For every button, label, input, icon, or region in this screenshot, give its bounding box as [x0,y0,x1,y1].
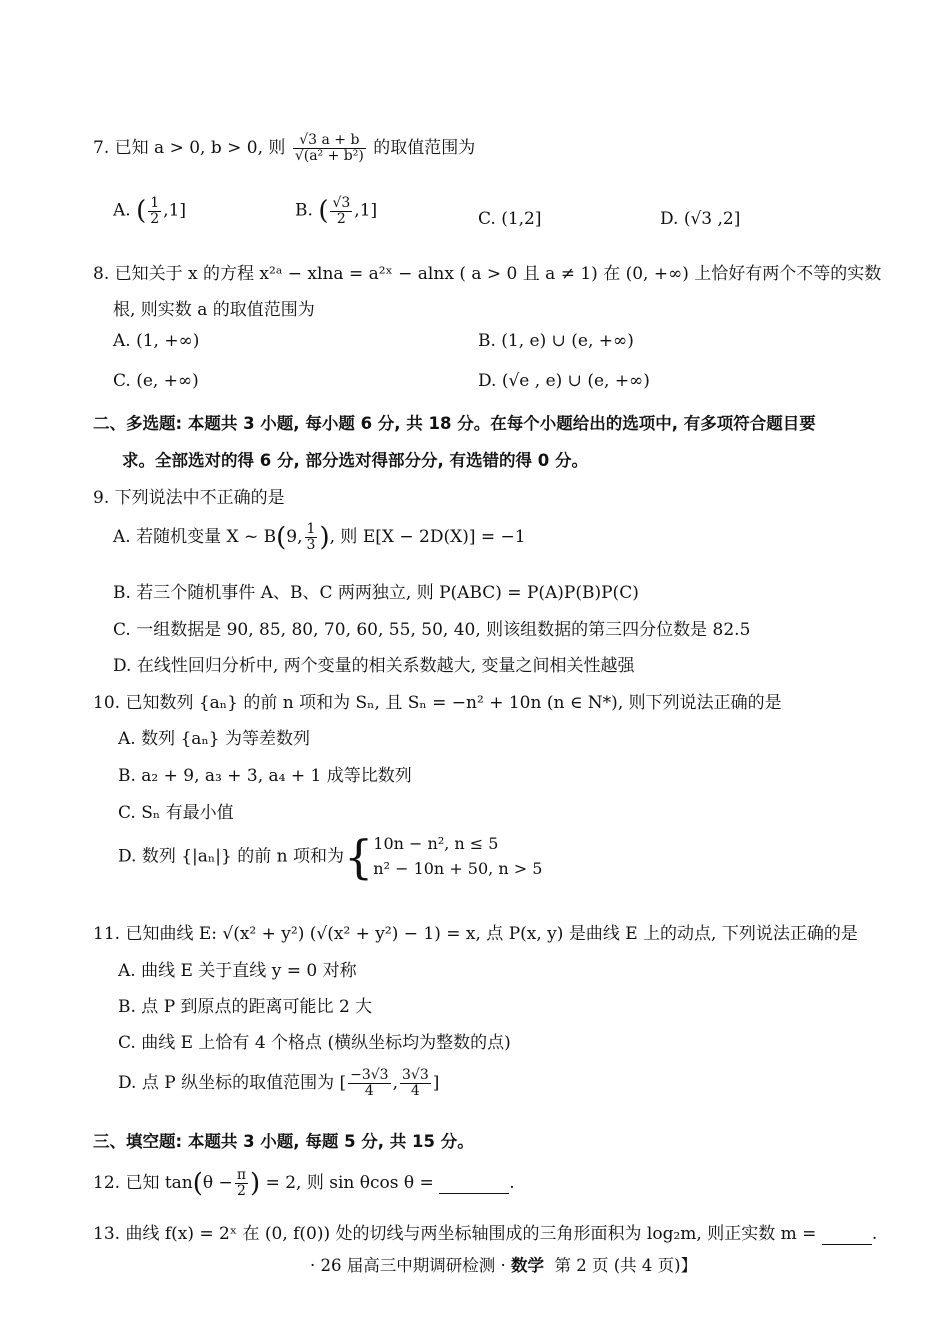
q7-option-a: A. ( $\frac{1}{2}$ ,1] [113,195,187,227]
q7-stem: 7. 已知 a > 0, b > 0, 则 $\frac{√3 a + b}{\text{√(a² + b²)}}$ 的取值范围为 [93,132,476,164]
q10-option-a: A. 数列 {aₙ} 为等差数列 [118,729,311,749]
q8-option-b: B. (1, e) ∪ (e, +∞) [478,331,634,351]
q10-option-c: C. Sₙ 有最小值 [118,803,234,823]
q8-option-c: C. (e, +∞) [113,371,199,391]
q9-stem: 9. 下列说法中不正确的是 [93,488,285,508]
q8-option-d: D. (√e , e) ∪ (e, +∞) [478,371,650,391]
section3-heading: 三、填空题: 本题共 3 小题, 每题 5 分, 共 15 分。 [93,1132,474,1151]
q7-option-d: D. (√3 ,2] [660,209,741,229]
section2-heading-cont: 求。全部选对的得 6 分, 部分选对得部分分, 有选错的得 0 分。 [122,451,588,470]
q9-option-d: D. 在线性回归分析中, 两个变量的相关系数越大, 变量之间相关性越强 [113,656,635,676]
q11-option-a: A. 曲线 E 关于直线 y = 0 对称 [118,961,357,981]
q11-option-d: D. 点 P 纵坐标的取值范围为 [ $\frac{-3√3}{4}$ , $\frac{3√3}{4}$ ] [118,1067,440,1099]
q10-option-d: D. 数列 {|aₙ|} 的前 n 项和为{10n − n², n ≤ 5 n² − 10n + 50, n > 5 [118,829,543,884]
q7-option-c: C. (1,2] [478,209,542,229]
answer-blank-q12[interactable] [439,1173,509,1194]
q10-stem: 10. 已知数列 {aₙ} 的前 n 项和为 Sₙ, 且 Sₙ = −n² + 10n (n ∈ N*), 则下列说法正确的是 [93,693,782,713]
q12-stem: 12. 已知 tan(θ − $\frac{\pi}{2}$ ) = 2, 则 sin θcos θ = . [93,1167,515,1199]
q7-fraction: $\frac{√3 a + b}{\text{√(a² + b²)}}$ [294,132,364,164]
q8-stem-line1: 8. 已知关于 x 的方程 x²ᵃ − xlna = a²ˣ − alnx ( a > 0 且 a ≠ 1) 在 (0, +∞) 上恰好有两个不等的实数 [93,264,882,284]
q11-stem: 11. 已知曲线 E: √(x² + y²) (√(x² + y²) − 1) = x, 点 P(x, y) 是曲线 E 上的动点, 下列说法正确的是 [93,924,858,944]
q9-option-b: B. 若三个随机事件 A、B、C 两两独立, 则 P(ABC) = P(A)P(B)P(C) [113,583,639,603]
section2-heading: 二、多选题: 本题共 3 小题, 每小题 6 分, 共 18 分。在每个小题给出的选项中, 有多项符合题目要 [93,414,816,433]
q7-option-b: B. ( $\frac{√3}{2}$ ,1] [295,195,378,227]
q11-option-c: C. 曲线 E 上恰有 4 个格点 (横纵坐标均为整数的点) [118,1033,511,1053]
q11-option-b: B. 点 P 到原点的距离可能比 2 大 [118,997,373,1017]
q9-option-a: A. 若随机变量 X ~ B(9, $\frac{1}{3}$ ), 则 E[X − 2D(X)] = −1 [113,521,526,553]
q10-option-b: B. a₂ + 9, a₃ + 3, a₄ + 1 成等比数列 [118,766,412,786]
q8-option-a: A. (1, +∞) [113,331,200,351]
q8-stem-line2: 根, 则实数 a 的取值范围为 [113,300,315,320]
q13-stem: 13. 曲线 f(x) = 2ˣ 在 (0, f(0)) 处的切线与两坐标轴围成的三角形面积为 log₂m, 则正实数 m = . [93,1224,878,1244]
piecewise-cases: 10n − n², n ≤ 5 n² − 10n + 50, n > 5 [373,834,543,878]
q9-option-c: C. 一组数据是 90, 85, 80, 70, 60, 55, 50, 40, 则该组数据的第三四分位数是 82.5 [113,620,751,640]
answer-blank-q13[interactable] [822,1224,872,1245]
page-footer: · 26 届高三中期调研检测 · 数学 第 2 页 (共 4 页)】 [310,1256,698,1275]
